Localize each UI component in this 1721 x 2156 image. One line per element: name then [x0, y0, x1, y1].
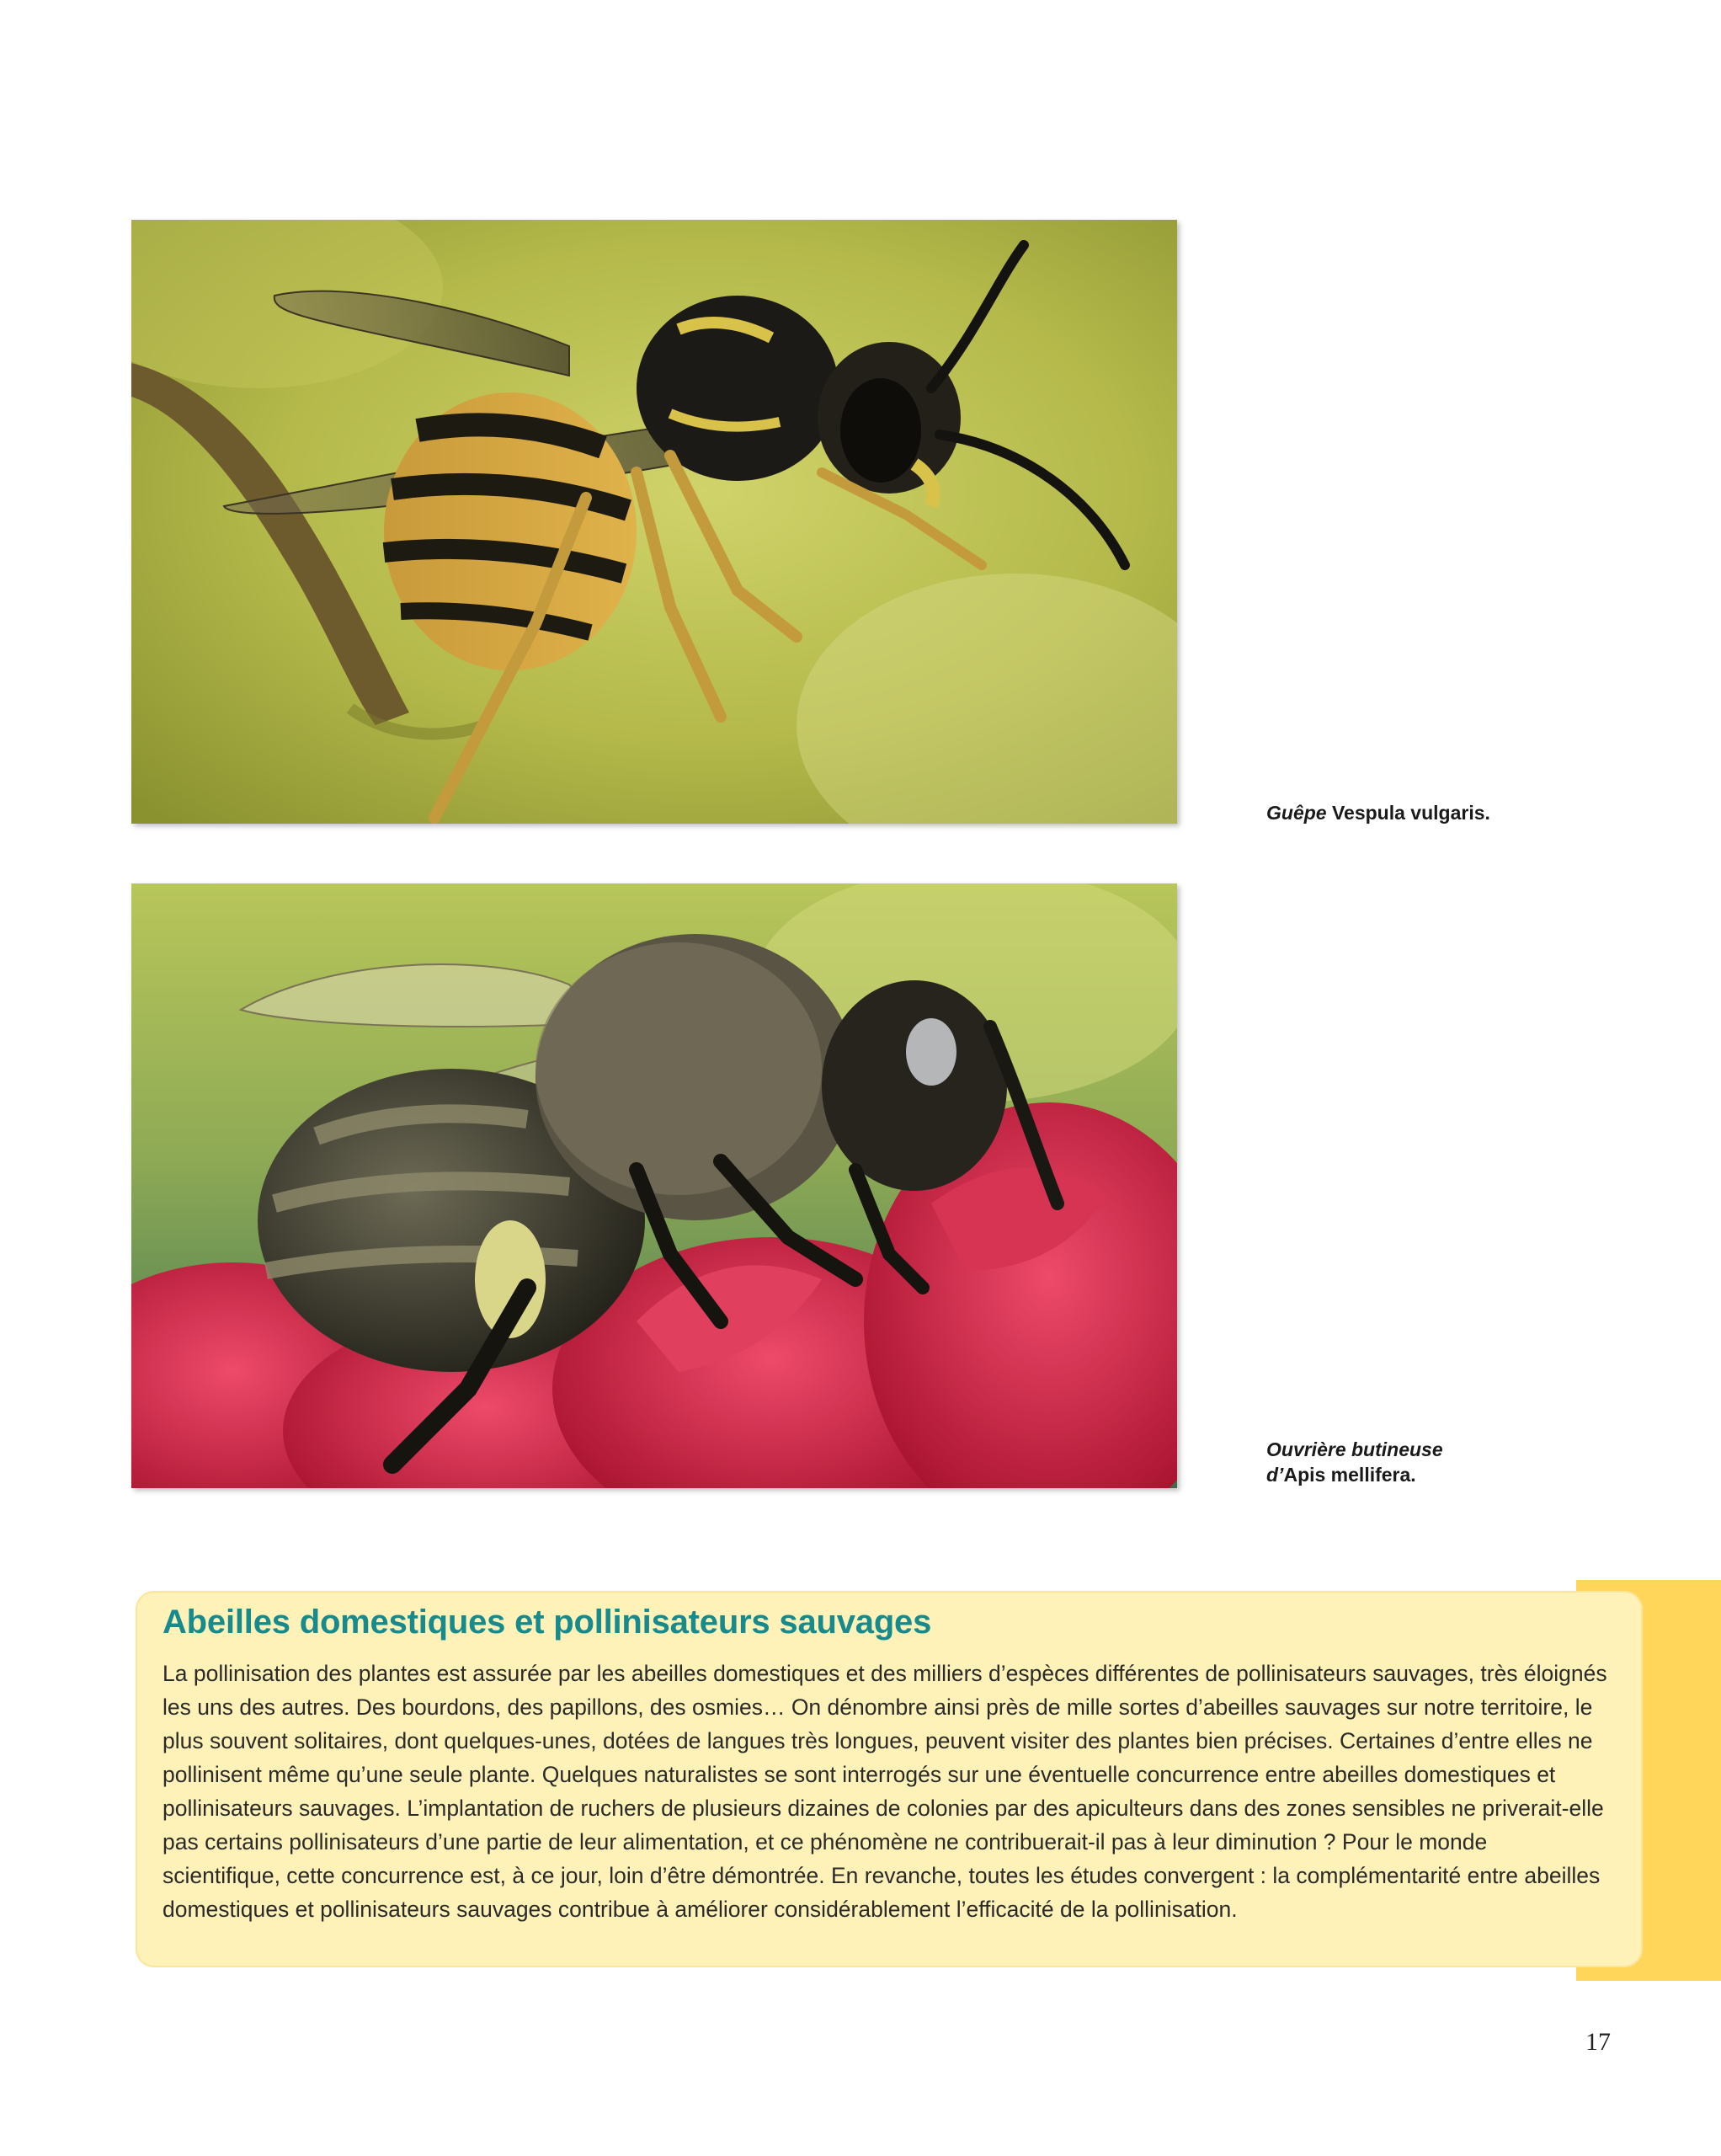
wasp-photo [131, 220, 1177, 824]
honeybee-caption-prefix: d’ [1266, 1464, 1284, 1486]
wasp-caption [1266, 800, 1490, 825]
honeybee-photo [131, 883, 1177, 1488]
honeybee-species-name: Apis mellifera. [1283, 1464, 1416, 1486]
page-number: 17 [1585, 2028, 1611, 2056]
info-box [136, 1591, 1643, 1967]
wasp-common-name: Guêpe [1266, 802, 1327, 824]
honeybee-common-name: Ouvrière butineuse [1266, 1438, 1443, 1460]
wasp-illustration [131, 220, 1177, 824]
info-box-body: La pollinisation des plantes est assurée par les abeilles domestiques et des milliers d’espèces différentes de pollinisateurs sauvages, très éloignés les uns des autres. Des bourdons, des papillons, des osmies… On dénombre ainsi près de mille sortes d’abeilles sauvages sur notre territoire, le plus souvent solitaires, dont quelques-unes, dotées de langues très longues, peuvent visiter des plantes bien précises. Certaines d’entre elles ne pollinisent même qu’une seule plante. Quelques naturalistes se sont interrogés sur une éventuelle concurrence entre abeilles domestiques et pollinisateurs sauvages. L’implantation de ruchers de plusieurs dizaines de colonies par des apiculteurs dans des zones sensibles ne priverait-elle pas certains pollinisateurs d’une partie de leur alimentation, et ce phénomène ne contribuerait-il pas à leur diminution ? Pour le monde scientifique, cette concurrence est, à ce jour, loin d’être démontrée. En revanche, toutes les études convergent : la complémentarité entre abeilles domestiques et pollinisateurs sauvages contribue à améliorer considérablement l’efficacité de la pollinisation. [163, 1661, 1607, 1922]
honeybee-caption [1266, 1437, 1443, 1487]
honeybee-illustration [131, 883, 1177, 1488]
info-box-title: Abeilles domestiques et pollinisateurs sauvages [163, 1604, 932, 1641]
wasp-species-name: Vespula vulgaris. [1331, 802, 1490, 824]
